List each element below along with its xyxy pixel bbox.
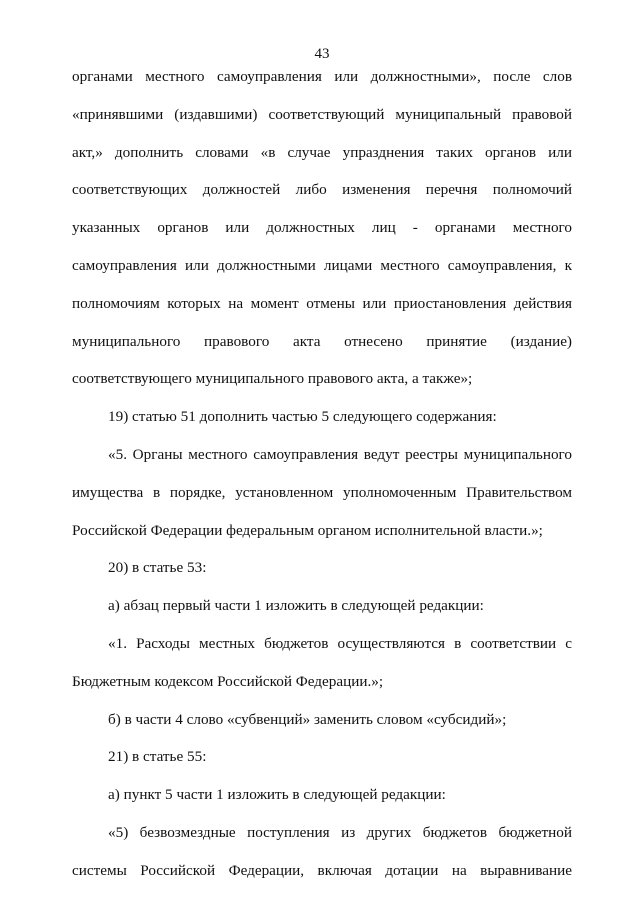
text-line: муниципального правового акта отнесено принятие (издание) xyxy=(72,332,572,350)
text-line: Российской Федерации федеральным органом исполнительной власти.»; xyxy=(72,521,543,539)
text-line: 19) статью 51 дополнить частью 5 следующего содержания: xyxy=(108,408,497,426)
text-line: самоуправления или должностными лицами местного самоуправления, к xyxy=(72,256,572,274)
text-line: полномочиям которых на момент отмены или приостановления действия xyxy=(72,294,572,312)
text-line: соответствующих должностей либо изменения перечня полномочий xyxy=(72,181,572,199)
text-line: «5. Органы местного самоуправления ведут реестры муниципального xyxy=(108,445,572,463)
text-line: органами местного самоуправления или должностными», после слов xyxy=(72,68,572,85)
text-line: б) в части 4 слово «субвенций» заменить словом «субсидий»; xyxy=(108,710,507,728)
text-line: 21) в статье 55: xyxy=(108,748,207,766)
document-body xyxy=(72,67,572,899)
text-line: «1. Расходы местных бюджетов осуществляются в соответствии с xyxy=(108,634,572,652)
text-line: указанных органов или должностных лиц - органами местного xyxy=(72,219,572,237)
document-page xyxy=(72,0,572,900)
text-line: а) абзац первый части 1 изложить в следующей редакции: xyxy=(108,597,484,615)
text-line: акт,» дополнить словами «в случае упразднения таких органов или xyxy=(72,143,572,161)
text-line: а) пункт 5 части 1 изложить в следующей редакции: xyxy=(108,786,446,804)
page-number: 43 xyxy=(314,46,330,62)
text-line: «принявшими (издавшими) соответствующий муниципальный правовой xyxy=(72,105,572,123)
text-line: соответствующего муниципального правового акта, а также»; xyxy=(72,370,473,388)
text-line: имущества в порядке, установленном уполномоченным Правительством xyxy=(72,483,572,501)
text-line: 20) в статье 53: xyxy=(108,559,207,577)
text-line: Бюджетным кодексом Российской Федерации.»; xyxy=(72,672,384,690)
text-line: системы Российской Федерации, включая дотации на выравнивание xyxy=(72,861,572,879)
text-line: «5) безвозмездные поступления из других бюджетов бюджетной xyxy=(108,823,572,841)
